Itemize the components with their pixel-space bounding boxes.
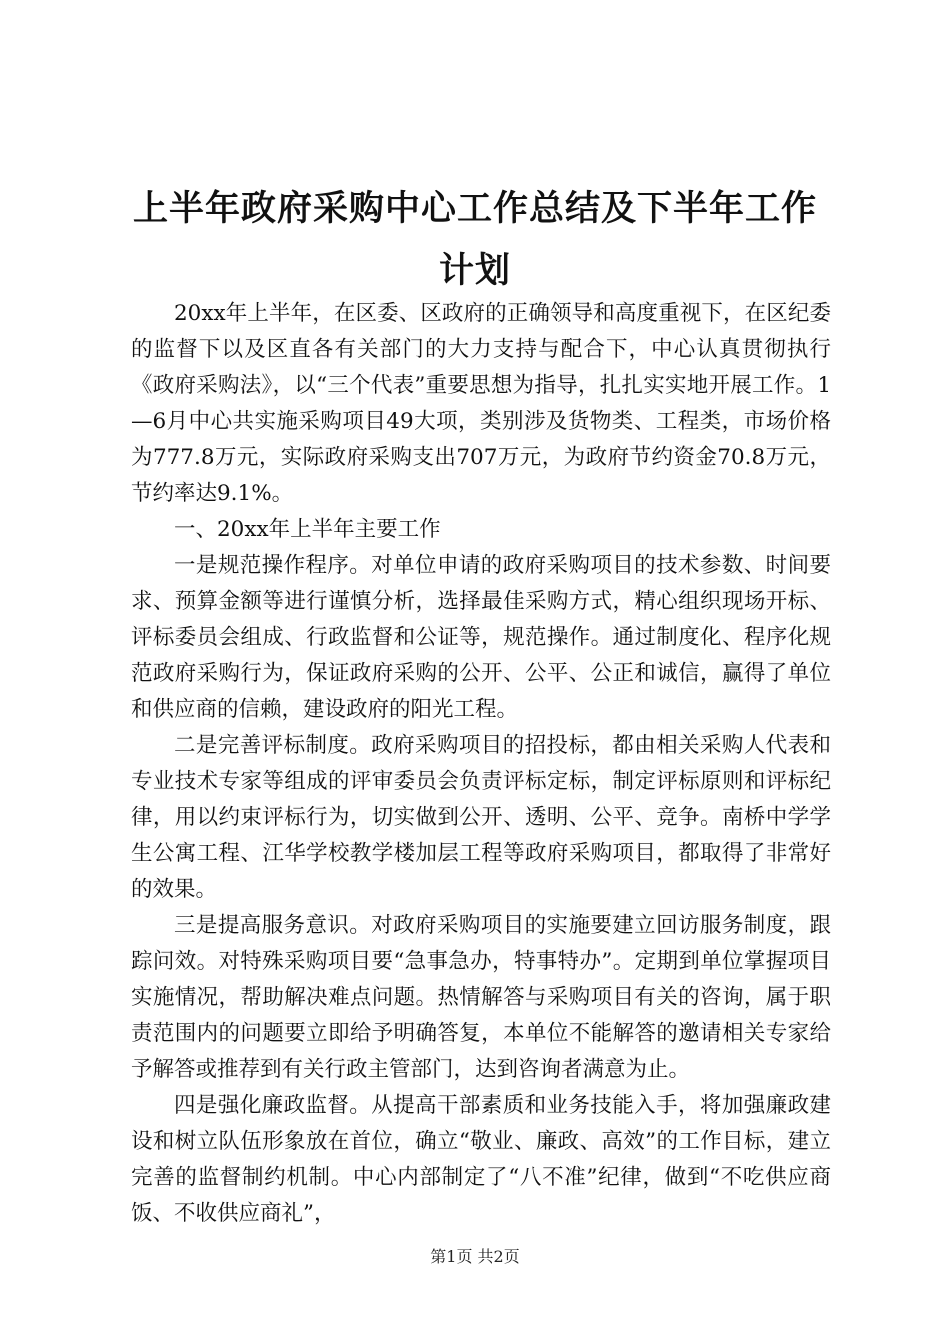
paragraph-item-3: 三是提高服务意识。对政府采购项目的实施要建立回访服务制度，跟踪问效。对特殊采购项目要“急事急办，特事特办”。定期到单位掌握项目实施情况，帮助解决难点问题。热情解答与采购项目有关的咨询，属于职责范围内的问题要立即给予明确答复，本单位不能解答的邀请相关专家给予解答或推荐到有关行政主管部门，达到咨询者满意为止。	[131, 913, 831, 1082]
paragraph-intro: 20xx年上半年，在区委、区政府的正确领导和高度重视下，在区纪委的监督下以及区直各有关部门的大力支持与配合下，中心认真贯彻执行《政府采购法》，以“三个代表”重要思想为指导，扎扎实实地开展工作。1—6月中心共实施采购项目49大项，类别涉及货物类、工程类，市场价格为777.8万元，实际政府采购支出707万元，为政府节约资金70.8万元，节约率达9.1%。	[131, 301, 831, 506]
section-heading: 一、20xx年上半年主要工作	[174, 517, 441, 542]
document-title: 上半年政府采购中心工作总结及下半年工作计划	[132, 189, 817, 291]
paragraph-item-2: 二是完善评标制度。政府采购项目的招投标，都由相关采购人代表和专业技术专家等组成的评审委员会负责评标定标，制定评标原则和评标纪律，用以约束评标行为，切实做到公开、透明、公平、竞争。南桥中学学生公寓工程、江华学校教学楼加层工程等政府采购项目，都取得了非常好的效果。	[131, 733, 831, 902]
page-number-footer: 第1页 共2页	[430, 1247, 520, 1266]
document-body	[131, 296, 831, 1232]
paragraph-item-4: 四是强化廉政监督。从提高干部素质和业务技能入手，将加强廉政建设和树立队伍形象放在首位，确立“敬业、廉政、高效”的工作目标，建立完善的监督制约机制。中心内部制定了“八不准”纪律，做到“不吃供应商饭、不收供应商礼”，	[131, 1093, 831, 1226]
paragraph-item-1: 一是规范操作程序。对单位申请的政府采购项目的技术参数、时间要求、预算金额等进行谨慎分析，选择最佳采购方式，精心组织现场开标、评标委员会组成、行政监督和公证等，规范操作。通过制度化、程序化规范政府采购行为，保证政府采购的公开、公平、公正和诚信，赢得了单位和供应商的信赖，建设政府的阳光工程。	[131, 553, 831, 722]
